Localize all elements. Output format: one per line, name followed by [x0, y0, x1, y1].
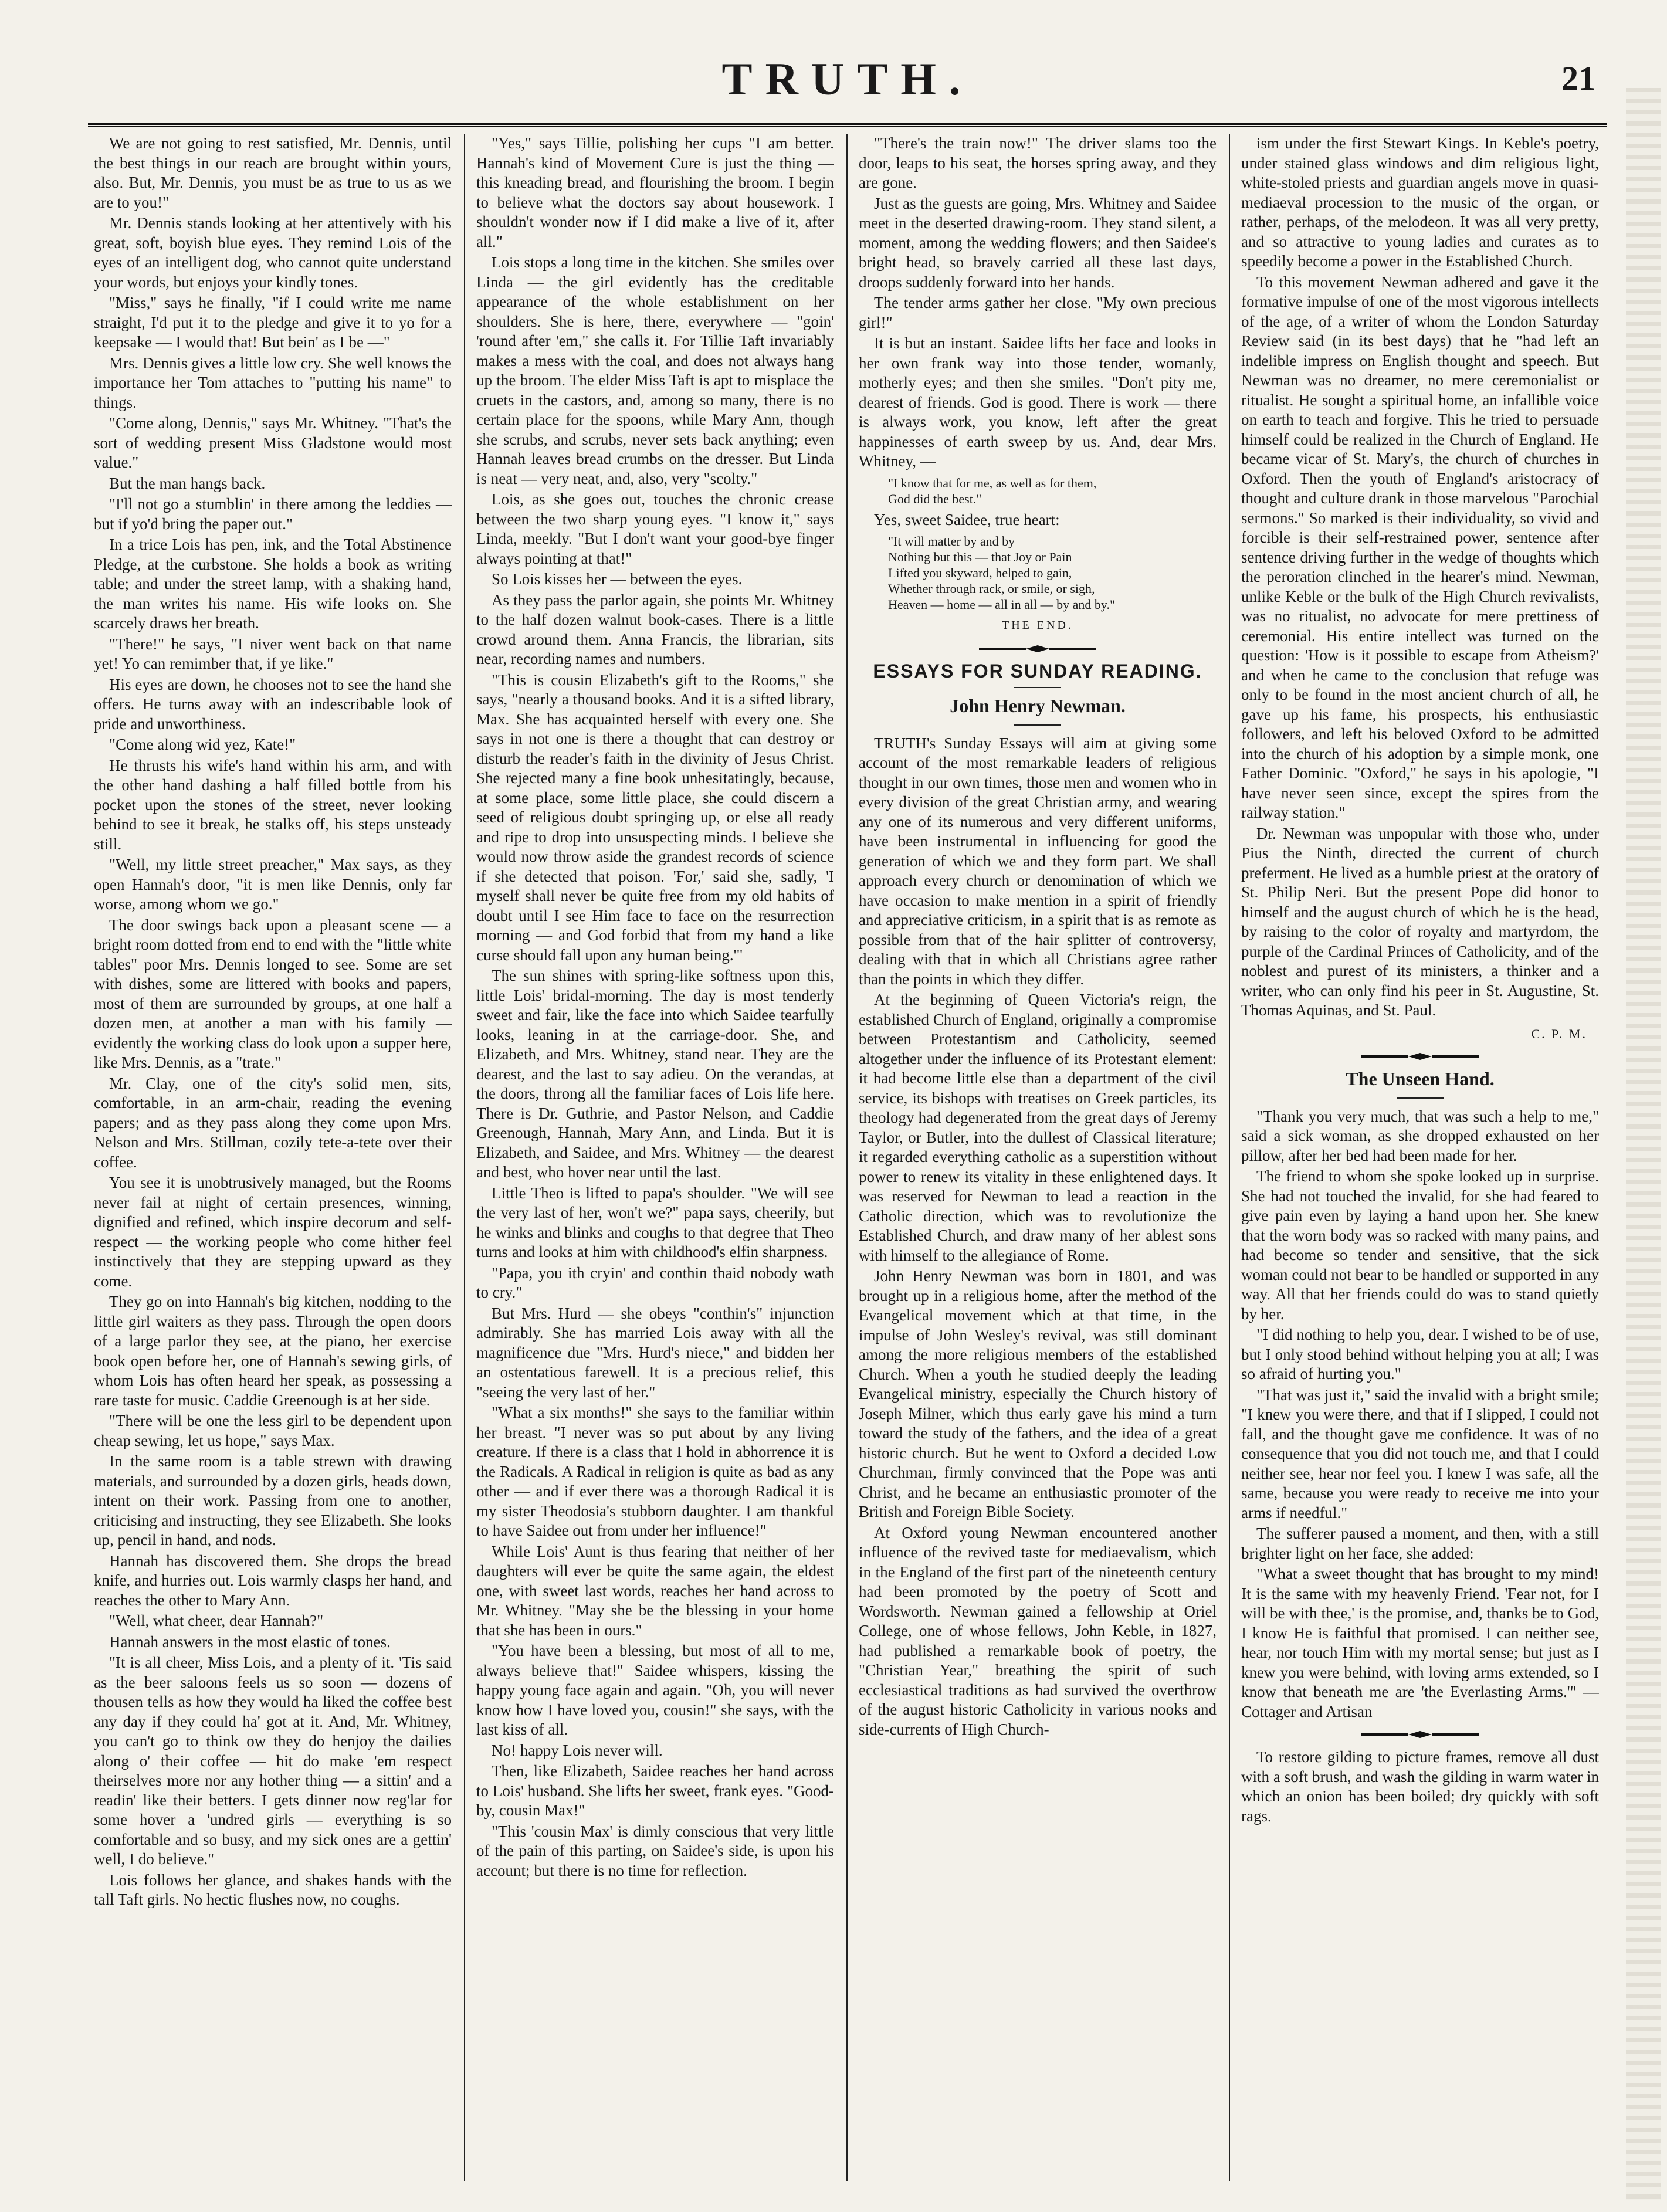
divider: [1014, 724, 1061, 726]
column-2: [476, 134, 834, 2181]
scan-speckles: [704, 12, 1408, 23]
paragraph: "There will be one the less girl to be dependent upon cheap sewing, let us hope," says Max.: [94, 1412, 452, 1449]
paragraph: It is but an instant. Saidee lifts her face and looks in her own frank way into those tender, womanly, motherly eyes; and then she smiles. "Don't pity me, dearest of friends. God is good. There is work — there is always work, you know, left after the great happinesses of earth sweep by us. And, dear Mrs. Whitney, —: [859, 334, 1217, 470]
ornamental-divider: [1361, 1730, 1479, 1739]
divider: [1397, 1097, 1444, 1099]
paragraph: Dr. Newman was unpopular with those who, under Pius the Ninth, directed the current of church preferment. He lived as a humble priest at the oratory of St. Philip Neri. But the present Pope did honor to himself and the august church of which he is the head, by raising to the color of royalty and martyrdom, the purple of the Cardinal Princes of Catholicity, and of the noblest and purest of its ministers, a thinker and a writer, who can only find his peer in St. Augustine, St. Thomas Aquinas, and St. Paul.: [1241, 824, 1599, 1019]
paragraph: ism under the first Stewart Kings. In Keble's poetry, under stained glass windows and dim religious light, white-stoled priests and guardian angels move in quasi-mediaeval procession to the music of the organ, or rather, perhaps, of the melodeon. It was all very pretty, and so attractive to young ladies and curates as to speedily become a power in the Established Church.: [1241, 134, 1599, 270]
paragraph: "Miss," says he finally, "if I could write me name straight, I'd put it to the pledge and give it to yo for a keepsake — I would that! But bein' as I be —": [94, 294, 452, 351]
masthead-rule: [88, 123, 1607, 127]
paragraph: TRUTH's Sunday Essays will aim at giving some account of the most remarkable leaders of religious thought in our own times, those men and women who in every division of the great Christian army, and wearing any one of its numerous and very different uniforms, have been instrumental in influencing for good the generation of which we and they form part. We shall approach every church or denomination of which we have occasion to make mention in a spirit of friendly and appreciative criticism, in a spirit that is as remote as possible from that of the hair splitter of controversy, dealing with that in which all Christians agree rather than the points in which they differ.: [859, 734, 1217, 988]
paragraph: So Lois kisses her — between the eyes.: [492, 570, 743, 588]
paragraph: As they pass the parlor again, she points Mr. Whitney to the half dozen walnut book-cases. There is a little crowd around them. Anna Francis, the librarian, sits near, recording names and numbers.: [476, 591, 834, 668]
paragraph: "That was just it," said the invalid with a bright smile; "I knew you were there, and that if I slipped, I could not fall, and the thought gave me confidence. It was of no consequence that you did not touch me, and that I could neither see, hear nor feel you. I knew I was safe, all the same, because you were ready to receive me into your arms if needful.": [1241, 1386, 1599, 1522]
newspaper-page: [88, 35, 1607, 2194]
paragraph: "This is cousin Elizabeth's gift to the Rooms," she says, "nearly a thousand books. And it is a sifted library, Max. She has acquainted herself with every one. She says in not one is there a thought that can destroy or disturb the reader's faith in the divinity of Jesus Christ. She rejected many a fine book unhesitatingly, because, at some place, some little place, she could discern a seed of religious doubt springing up, or else all ready and ripe to drop into unsuspecting minds. I believe she would now throw aside the grandest records of science if she detected that poison. 'For,' said she, sadly, 'I myself shall never be quite free from my old habits of doubt until I see Him face to face on the resurrection morning — and God forbid that from my hand a like curse should fall upon any human being.'": [476, 670, 834, 964]
poem-line: "It will matter by and by: [888, 534, 1015, 548]
poem-line: Nothing but this — that Joy or Pain: [888, 550, 1072, 564]
end-label: THE END.: [1002, 619, 1073, 632]
paragraph: He thrusts his wife's hand within his arm, and with the other hand dashing a half filled bottle from his pocket upon the stones of the street, never looking behind to see it break, he stalks off, his steps unsteady still.: [94, 756, 452, 853]
paragraph: Hannah has discovered them. She drops the bread knife, and hurries out. Lois warmly clasps her hand, and reaches the other to Mary Ann.: [94, 1552, 452, 1609]
paragraph: Mr. Dennis stands looking at her attentively with his great, soft, boyish blue eyes. They remind Lois of the eyes of an intelligent dog, who cannot quite understand your words, but enjoys your kindly tones.: [94, 214, 452, 291]
paragraph: "This 'cousin Max' is dimly conscious that very little of the pain of this parting, on Saidee's side, is upon his account; but there is no time for reflection.: [476, 1822, 834, 1879]
paragraph: At Oxford young Newman encountered another influence of the revived taste for mediaevalism, which in the England of the first part of the nineteenth century had been promoted by the poetry of Scott and Wordsworth. Newman gained a fellowship at Oriel College, one of whose fellows, John Keble, in 1827, had published a remarkable book of poetry, the "Christian Year," breathing the spirit of such ecclesiastical traditions as had survived the overthrow of the august historic Catholicity in various nooks and side-currents of High Church-: [859, 1523, 1217, 1738]
paragraph: The tender arms gather her close. "My own precious girl!": [859, 294, 1217, 331]
paragraph: John Henry Newman was born in 1801, and was brought up in a religious home, after the method of the Evangelical movement which at that time, in the impulse of John Wesley's revival, was still dominant among the more religious members of the established Church. When a youth he studied deeply the leading Evangelical ministry, especially the Church history of Joseph Milner, which thus early gave his mind a turn toward the study of the fathers, and the idea of a great historic church. But he went to Oxford a decided Low Churchman, firmly convinced that the Pope was anti Christ, and he became an enthusiastic promoter of the British and Foreign Bible Society.: [859, 1267, 1217, 1520]
paragraph: "I'll not go a stumblin' in there among the leddies — but if yo'd bring the paper out.": [94, 495, 452, 533]
story-title: The Unseen Hand.: [1346, 1068, 1495, 1089]
essay-subject: John Henry Newman.: [950, 695, 1126, 716]
paragraph: "What a sweet thought that has brought to my mind! It is the same with my heavenly Friend. 'Fear not, for I will be with thee,' is the promise, and, thanks be to God, I know He is faithful that promised. I can neither see, hear, nor touch Him with my mortal sense; but just as I knew you were behind, with loving arms extended, so I know that beneath me are 'the Everlasting Arms.'" — Cottager and Artisan: [1241, 1565, 1599, 1720]
poem-line: Whether through rack, or smile, or sigh,: [888, 581, 1095, 596]
page-number: 21: [1561, 59, 1595, 97]
paragraph: They go on into Hannah's big kitchen, nodding to the little girl waiters as they pass. Through the open doors of a large parlor they see, at the piano, her exercise book open before her, one of Hannah's sewing girls, of whom Lois has often heard her speak, as possessing a rare taste for music. Caddie Greenough is at her side.: [94, 1293, 452, 1409]
poem-line: Lifted you skyward, helped to gain,: [888, 565, 1072, 580]
column-rule: [464, 134, 465, 2181]
paragraph: Lois stops a long time in the kitchen. She smiles over Linda — the girl evidently has the creditable appearance of the whole establishment on her shoulders. She is here, there, everywhere — "goin' 'round after 'em," she calls it. For Tillie Taft invariably makes a mess with the coal, and does not always hang up the broom. The elder Miss Taft is apt to misplace the cruets in the castors, and, among so many, there is no certain place for the spoons, while Mary Ann, though she scrubs, and scrubs, never sets back anything; even Hannah leaves bread crumbs on the dresser. But Linda is neat — very neat, and, also, very "scolty.": [476, 253, 834, 487]
paragraph: Lois, as she goes out, touches the chronic crease between the two sharp young eyes. "I know it," says Linda, meekly. "But I don't want your good-bye finger always pointing at that!": [476, 490, 834, 567]
paragraph: We are not going to rest satisfied, Mr. Dennis, until the best things in our reach are brought within yours, also. But, Mr. Dennis, you must be as true to us as we are to you!": [94, 134, 452, 211]
paragraph: Just as the guests are going, Mrs. Whitney and Saidee meet in the deserted drawing-room. They stand silent, a moment, among the wedding flowers; and then Saidee's bright head, so bravely carried all these last days, droops suddenly forward into her hands.: [859, 194, 1217, 291]
paragraph: In a trice Lois has pen, ink, and the Total Abstinence Pledge, at the curbstone. She holds a book as writing table; and under the street lamp, with a shaking hand, the man writes his name. His wife looks on. She scarcely draws her breath.: [94, 536, 452, 632]
paragraph: You see it is unobtrusively managed, but the Rooms never fail at night of certain presences, winning, dignified and refined, which inspire decorum and self-respect — the working people who come hither feel instinctively that they are stepping upward as they come.: [94, 1174, 452, 1290]
paragraph: "There's the train now!" The driver slams too the door, leaps to his seat, the horses spring away, and they are gone.: [859, 134, 1217, 191]
paragraph: His eyes are down, he chooses not to see the hand she offers. He turns away with an indescribable look of pride and unworthiness.: [94, 675, 452, 733]
divider: [1014, 687, 1061, 688]
paragraph: But the man hangs back.: [109, 474, 266, 492]
masthead-title: TRUTH.: [721, 53, 974, 104]
paragraph: The friend to whom she spoke looked up in surprise. She had not touched the invalid, for she had feared to give pain even by laying a hand upon her. She knew that the worn body was so racked with many pains, and had become so tender and sensitive, that the sick woman could not bear to be handled or supported in any way. All that her friends could do was to stand quietly by her.: [1241, 1167, 1599, 1323]
paragraph: Hannah answers in the most elastic of tones.: [109, 1632, 391, 1651]
paragraph: Yes, sweet Saidee, true heart:: [874, 510, 1060, 529]
poem-quote: [888, 533, 1217, 612]
paragraph: "Come along, Dennis," says Mr. Whitney. "That's the sort of wedding present Miss Gladstone would most value.": [94, 414, 452, 471]
paragraph: "It is all cheer, Miss Lois, and a plenty of it. 'Tis said as the beer saloons feels us so soon — dozens of thousen tells as how they would ha liked the coffee best any day if they could ha' got at it. And, Mr. Whitney, you can't go to think ow they do henjoy the dailies along o' their coffee — hit do make 'em respect theirselves more nor any hother thing — a sittin' and a readin' like their betters. I gets dinner now reg'lar for some hover a 'undred girls — everything is so comfortable and so busy, and my sick ones are a gettin' well, I do believe.": [94, 1654, 452, 1868]
poem-quote: [888, 475, 1217, 507]
paragraph: "There!" he says, "I niver went back on that name yet! Yo can remimber that, if ye like.": [94, 635, 452, 672]
column-3: [859, 134, 1217, 2181]
paragraph: "Well, my little street preacher," Max says, as they open Hannah's door, "it is men like Dennis, only far worse, among whom we go.": [94, 856, 452, 913]
paragraph: "Come along wid yez, Kate!": [109, 736, 296, 753]
paragraph: To this movement Newman adhered and gave it the formative impulse of one of the most vigorous intellects of the age, of a writer of whom the London Saturday Review said (in its best days) that he "had left an indelible impress on English thought and speech. But Newman was no dreamer, no mere ceremonialist or ritualist. He sought a spiritual home, an infallible voice on earth to teach and forgive. This he tried to persuade himself could be realized in the Church of England. He became vicar of St. Mary's, the church of churches in Oxford. Then the youth of England's aristocracy of thought and culture drank in those marvelous "Parochial sermons." So marked is their individuality, so vivid and forcible is their self-restrained power, sentence after sentence driving further in the wedge of thoughts which the peroration clinched in the hearer's mind. Newman, unlike Keble or the bulk of the High Church revivalists, was no ritualist, no advocate for mere prettiness of ceremonial. His entire intellect was turned on the question: 'How is it possible to escape from Atheism?' and when he came to the conclusion that refuge was only to be found in the most ancient church of all, he gave up his fame, his prospects, his enthusiastic followers, and left his beloved Oxford to be admitted into the church of his adoption by a simple monk, one Father Dominic. "Oxford," he says in his apologie, "I have never seen since, except the spires from the railway station.": [1241, 273, 1599, 821]
column-rule: [846, 134, 848, 2181]
paragraph: Then, like Elizabeth, Saidee reaches her hand across to Lois' husband. She lifts her sweet, frank eyes. "Good-by, cousin Max!": [476, 1762, 834, 1819]
paragraph: Lois follows her glance, and shakes hands with the tall Taft girls. No hectic flushes now, no coughs.: [94, 1871, 452, 1908]
column-1: [94, 134, 452, 2181]
columns: [88, 134, 1607, 2181]
paragraph: But Mrs. Hurd — she obeys "conthin's" injunction admirably. She has married Lois away with all the magnificence due "Mrs. Hurd's niece," and bidden her an ostentatious farewell. It is a precious relief, this "seeing the very last of her.": [476, 1304, 834, 1401]
poem-line: "I know that for me, as well as for them,: [888, 475, 1097, 490]
ornamental-divider: [1361, 1052, 1479, 1061]
paragraph: "What a six months!" she says to the familiar within her breast. "I never was so put about by any living creature. If there is a class that I hold in abhorrence it is the Radicals. A Radical in religion is quite as bad as any other — and if ever there was a thorough Radical it is my sister Theodosia's stubborn daughter. I am thankful to have Saidee out from under her influence!": [476, 1404, 834, 1539]
paragraph: While Lois' Aunt is thus fearing that neither of her daughters will ever be quite the same again, the eldest one, with sweet last words, reaches her hand across to Mr. Whitney. "May she be the blessing in your home that she has been in ours.": [476, 1542, 834, 1639]
paragraph: "Well, what cheer, dear Hannah?": [109, 1612, 324, 1630]
paragraph: To restore gilding to picture frames, remove all dust with a soft brush, and wash the gilding in warm water in which an onion has been boiled; dry quickly with soft rags.: [1241, 1748, 1599, 1825]
paragraph: "Papa, you ith cryin' and conthin thaid nobody wath to cry.": [476, 1263, 834, 1301]
paragraph: The sun shines with spring-like softness upon this, little Lois' bridal-morning. The day is most tenderly sweet and fair, like the face into which Saidee tearfully looks, leaning in at the carriage-door. She, and Elizabeth, and Mrs. Whitney, stand near. They are the dearest, and the last to say adieu. On the verandas, at the doors, throng all the familiar faces of Lois life here. There is Dr. Guthrie, and Pastor Nelson, and Caddie Greenough, Hannah, Mary Ann, and Linda. But it is Elizabeth, and Saidee, and Mrs. Whitney — the dearest and best, who hover near until the last.: [476, 967, 834, 1181]
paragraph: At the beginning of Queen Victoria's reign, the established Church of England, originally a compromise between Protestantism and Catholicity, seemed altogether under the influence of its Protestant element: it had become little else than a department of the civil service, its bishops with treatises on Greek particles, its theology had degenerated from the great days of Jeremy Taylor, or Butler, into the dullest of Classical literature; it regarded everything catholic as a superstition without power to renew its vitality in these enlightened days. It was reserved for Newman to lead a reaction in the Catholic direction, which was to revolutionize the Established Church, and draw many of her ablest sons with himself to the allegiance of Rome.: [859, 991, 1217, 1264]
paragraph: "Yes," says Tillie, polishing her cups "I am better. Hannah's kind of Movement Cure is just the thing — this kneading bread, and flourishing the broom. I begin to believe what the doctors say about housework. I shouldn't wonder now if I did make a live of it, after all.": [476, 134, 834, 250]
paragraph: Little Theo is lifted to papa's shoulder. "We will see the very last of her, won't we?" papa says, cheerily, but he winks and blinks and coughs to that degree that Theo turns and looks at him with childhood's elfin sharpness.: [476, 1184, 834, 1261]
column-4: [1241, 134, 1599, 2181]
paragraph: The sufferer paused a moment, and then, with a still brighter light on her face, she added:: [1241, 1525, 1599, 1562]
paragraph: "Thank you very much, that was such a help to me," said a sick woman, as she dropped exhausted on her pillow, after her bed had been made for her.: [1241, 1107, 1599, 1164]
section-heading: ESSAYS FOR SUNDAY READING.: [873, 660, 1202, 682]
column-rule: [1229, 134, 1230, 2181]
paragraph: In the same room is a table strewn with drawing materials, and surrounded by a dozen girls, heads down, intent on their work. Passing from one to another, criticising and instructing, they see Elizabeth. She looks up, pencil in hand, and nods.: [94, 1452, 452, 1549]
paragraph: No! happy Lois never will.: [492, 1741, 663, 1759]
paragraph: "I did nothing to help you, dear. I wished to be of use, but I only stood behind without helping you at all; I was so afraid of hurting you.": [1241, 1326, 1599, 1383]
ornamental-divider: [979, 644, 1096, 653]
poem-line: Heaven — home — all in all — by and by.": [888, 597, 1115, 612]
paragraph: The door swings back upon a pleasant scene — a bright room dotted from end to end with the "little white tables" poor Mrs. Dennis longed to see. Some are set with dishes, some are littered with books and papers, most of them are surrounded by groups, at one half a dozen men, at another a man with his family — evidently the working class do look upon a supper here, like Mrs. Dennis, as a "trate.": [94, 916, 452, 1071]
author-initials: C. P. M.: [1531, 1026, 1587, 1041]
binding-edge: [1626, 88, 1661, 2200]
paragraph: "You have been a blessing, but most of all to me, always believe that!" Saidee whispers, kissing the happy young face again and again. "Oh, you will never know how I have loved you, cousin!" she says, with the last kiss of all.: [476, 1642, 834, 1738]
poem-line: God did the best.": [888, 491, 982, 506]
paragraph: Mr. Clay, one of the city's solid men, sits, comfortable, in an arm-chair, reading the evening papers; and as they pass along they come upon Mrs. Nelson and Mrs. Stillman, cozily tete-a-tete over their coffee.: [94, 1074, 452, 1171]
paragraph: Mrs. Dennis gives a little low cry. She well knows the importance her Tom attaches to "putting his name" to things.: [94, 354, 452, 411]
masthead: [88, 35, 1607, 106]
